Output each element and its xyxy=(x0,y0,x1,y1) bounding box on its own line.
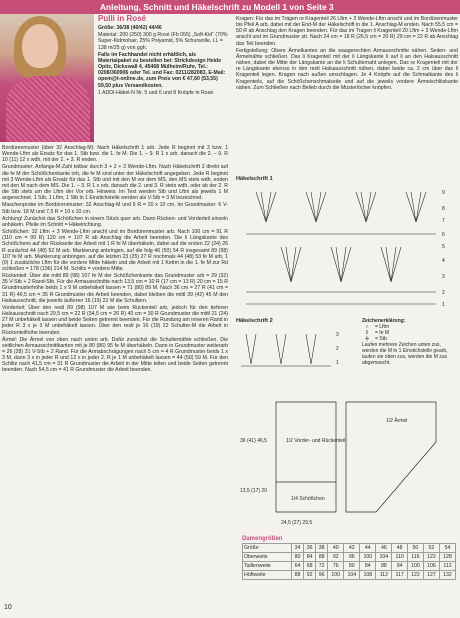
size-cell: 110 xyxy=(392,553,408,562)
size-cell: 127 xyxy=(423,571,439,580)
size-cell: 54 xyxy=(439,544,455,553)
chart-1-drawing xyxy=(236,182,458,310)
legend-item-single: I = fe M xyxy=(362,330,456,336)
size-cell: 104 xyxy=(344,571,360,580)
size-cell: 106 xyxy=(423,562,439,571)
size-cell: 50 xyxy=(407,544,423,553)
gauge-text: Maschenprobe im Bordürenmuster: 32 Anschlag-M und 9 R = 20 x 10 cm. Im Grundmuster: 6 V-Stb bzw. 18 M und 7,5 R = 10 x 10 cm. xyxy=(2,202,228,215)
size-cell: 36 xyxy=(304,544,316,553)
size-cell: 100 xyxy=(328,571,344,580)
schematic-drawing xyxy=(236,382,458,532)
header-title: Anleitung, Schnitt und Häkelschrift zu Modell 1 von Seite 3 xyxy=(94,0,460,14)
chart-2-label: Häkelschrift 2 xyxy=(236,318,273,324)
border-pattern-text: Bordürenmuster (über 32 Anschlag-M): Nach Häkelschrift 1 arb. Jede R beginnt mit 3 bzw. 1 Wende-Lftm als Ersatz für das 1. Stb bzw. die 1. fe M. Die 1. – 9. R 1 x arb, danach die 2. – 9. R 10 (11) 12 x wdh, mit der 2. + 3. R enden. xyxy=(2,145,228,164)
size-cell: 72 xyxy=(316,562,328,571)
chart-1-row-2: 2 xyxy=(442,290,445,296)
legend-item-chain: ○ = Lftm xyxy=(362,324,456,330)
size-cell: 94 xyxy=(392,562,408,571)
chart-2-row-1: 1 xyxy=(336,360,339,366)
chart-2-row-2: 2 xyxy=(336,346,339,352)
size-cell: 80 xyxy=(292,553,304,562)
size-table-row xyxy=(243,553,456,562)
intro-block xyxy=(98,16,228,97)
back-label: 1/2 Vorder- und Rückenteil xyxy=(286,438,346,444)
single-crochet-icon: I xyxy=(366,330,368,336)
size-cell: 92 xyxy=(328,553,344,562)
header-color-strip xyxy=(0,0,94,14)
collar-text: Kragen: Für das im Trägen re Kragenteil 26 Lftm + 3 Wende-Lftm anschl und im Bordürenmuster bis Pfeil A arb, dabei mit der End-M der Häkelschrift in die 1. Anschlag-M enden. Nach 55,5 cm = 50 R ab Anschlag den Kragen beenden. Für das im Tragen li Kragenteil 20 Lftm + 3 Wende-Lftm anschl und im Grundmuster str. Nach 24 cm = 18 R (26,5 cm = 20 R) 29 cm = 22 R ab Anschlag das Teil beenden. xyxy=(236,16,458,47)
height-dimensions: 36 (41) 46,5 xyxy=(240,438,267,444)
photo-face xyxy=(22,24,58,68)
size-cell: 46 xyxy=(376,544,392,553)
size-table-row xyxy=(243,562,456,571)
photo-sweater xyxy=(6,76,90,142)
size-table xyxy=(242,536,456,580)
double-crochet-icon: ╪ xyxy=(365,336,369,342)
size-table-row xyxy=(243,571,456,580)
chart-1-fan-row-bottom xyxy=(281,247,401,282)
crochet-chart-2 xyxy=(236,318,356,378)
size-cell: 92 xyxy=(304,571,316,580)
garment-schematic xyxy=(236,382,458,532)
size-cell: 104 xyxy=(376,553,392,562)
order-text: Falls im Fachhandel nicht erhältlich, als Materialpaket zu bestellen bei: Strickdesign Heide Opitz, Dickswall 4, 45468 Mülheim/Ruhr, Tel.: 0208/360906 oder Tel. und Fax: 0211/282083, E-Mail: opem@t-online.de, zum Preis von € 47,60 (53,55) 59,50 plus Versandkosten. xyxy=(98,51,226,89)
material-text: Material: 200 (250) 300 g Rosé (Fb 055) „Soft-Kid“ (70% Super-Kidmohair, 25% Polyamid, 5% Schurwolle, LL = 138 m/25 g) von ggh. xyxy=(98,32,228,51)
size-cell: 44 xyxy=(360,544,376,553)
size-cell: 38 xyxy=(316,544,328,553)
size-cell: 122 xyxy=(423,553,439,562)
sleeve-label: 1/2 Ärmel xyxy=(386,418,408,424)
tools-text: 1 ADDI-Häkel-N Nr. 5 und 6 und 8 Knöpfe in Rosé. xyxy=(98,89,215,96)
size-cell: 88 xyxy=(376,562,392,571)
size-cell: 40 xyxy=(328,544,344,553)
chart-1-row-3: 3 xyxy=(442,274,445,280)
size-cell: 88 xyxy=(292,571,304,580)
size-table-row xyxy=(243,544,456,553)
chart-1-row-7: 7 xyxy=(442,218,445,224)
chart-2-row-3: 3 xyxy=(336,332,339,338)
size-row-label: Hüftweite xyxy=(243,571,292,580)
size-cell: 122 xyxy=(407,571,423,580)
bottom-dimensions: 24,5 (27) 29,5 xyxy=(281,520,313,526)
size-cell: 100 xyxy=(407,562,423,571)
size-cell: 76 xyxy=(328,562,344,571)
pattern-title: Pulli in Rosé xyxy=(98,14,147,23)
front-text: Vorderteil: Über den restl 89 (98) 107 M wie beim Rückenteil arb, jedoch für den tieferen Halsausschnitt nach 29,5 cm = 22 R (34,5 cm = 26 R) 40 cm = 30 R Grundmuster die mittl 21 (24) 27 M unbehäkelt lassen und beide Seiten getrennt beenden. Für die Rundung am inneren Rand in jeder R 3 x je 3 M unbehäkelt lassen. Über den restl je 16 (19) 22 Schulter-M die Arbeit in Rückenteilhöhe beenden. xyxy=(2,304,228,336)
instructions-right-column xyxy=(236,16,458,92)
legend-title: Zeichenerklärung: xyxy=(362,318,406,324)
model-photo xyxy=(0,14,94,142)
size-cell: 84 xyxy=(360,562,376,571)
size-cell: 42 xyxy=(344,544,360,553)
chart-1-row-6: 6 xyxy=(442,232,445,238)
base-pattern-text: Grundmuster: Anfangs-M-Zahl teilbar durch 3 + 2 + 3 Wende-Lftm. Nach Häkelschrift 2 direkt auf die fe M der Schößchenkante orb, die fe M sind unter der Häkelschrift angegeben. Jede R beginnt mit 3 Wende-Lftm als Ersatz für das 1. Stb und mit den M vor dem MS, den MS stets wdh, enden mit den M nach dem MS. Die 1. – 3. R 1 x orb, danach die 2. und 3. R stets wdh, oder ab der 2. R die Stb stets um die Lftm der Vor orb. Hinweis: Im Text werden Stb und Lftm als jeweils 1 M angerechnet. 1 Stb, 1 Lftm, 1 Stb in 1 Einstichstelle werden als V-Stb = 3 M bezeichnet. xyxy=(2,164,228,202)
size-cell: 96 xyxy=(316,571,328,580)
note-text: Achtung! Zunächst das Schößchen in einem Stück quer arb. Dann Rücken- und Vorderteil einzeln anhäkeln. Pfeile im Schnitt = Häkelrichtung. xyxy=(2,215,228,228)
legend-item-double: ╪ = Stb xyxy=(362,336,456,342)
size-cell: 48 xyxy=(392,544,408,553)
size-cell: 132 xyxy=(439,571,455,580)
crochet-chart-1 xyxy=(236,176,458,314)
size-row-label: Taillenweite xyxy=(243,562,292,571)
page-header xyxy=(0,0,460,14)
side-dimensions: 13,5 (17) 20 xyxy=(240,488,267,494)
size-cell: 128 xyxy=(439,553,455,562)
size-row-label: Größe xyxy=(243,544,292,553)
peplum-text: Schößchen: 32 Lftm + 3 Wende-Lftm anschl und im Bordürenmuster arb. Nach 100 cm = 91 R (110 cm = 99 R) 120 cm = 107 R ab Anschlag die Arbeit beenden. Die li Längskante des Schößchens auf der Rückseite der Arbeit mit 1 R fe M überhäkeln, dabei auf die ersten 22 (24) 26 R zunächst 44 (48) 52 M arb. Markierung anbringen, auf die folg 46 (50) 54 R insgesamt 89 (98) 107 fe M arb. Markierung anbringen, auf die letzten 23 (25) 27 R nochmals 44 (48) 53 fe M arb, 1 (0) 1 zusätzliche Lftm für die vordere Mitte häkeln und die Arbeit mit 1 Kettm in die 1. fe M zur Rd schließen = 178 (196) 214 M. Schlitz = vordere Mitte. xyxy=(2,229,228,272)
size-cell: 116 xyxy=(407,553,423,562)
chart-1-row-4: 4 xyxy=(442,258,445,264)
chart-1-row-5: 5 xyxy=(442,244,445,250)
chart-1-row-9: 9 xyxy=(442,190,445,196)
size-cell: 112 xyxy=(439,562,455,571)
size-table-caption: Damengrößen xyxy=(242,536,283,542)
size-cell: 88 xyxy=(316,553,328,562)
chart-1-fan-row-top xyxy=(256,192,426,222)
size-cell: 112 xyxy=(376,571,392,580)
size-cell: 100 xyxy=(360,553,376,562)
chart-2-drawing xyxy=(236,324,356,374)
size-row-label: Oberweite xyxy=(243,553,292,562)
size-cell: 84 xyxy=(304,553,316,562)
size-cell: 64 xyxy=(292,562,304,571)
size-cell: 34 xyxy=(292,544,304,553)
size-cell: 96 xyxy=(344,553,360,562)
chart-1-label: Häkelschrift 1 xyxy=(236,176,273,182)
size-cell: 117 xyxy=(392,571,408,580)
size-cell: 80 xyxy=(344,562,360,571)
finishing-text: Fertigstellung: Obere Ärmelkanten an die waagerechten Armausschnitte nähen. Seiten- und Ärmelnähte schließen. Das li Kragenteil mit der li Längskante li auf li an den Halsausschnitt nähen, dabei die Mitte der Längskante an die li Schulternaht anlegen. Das re Kragenteil mit der re Längskante ebenso in den restl Halsausschnitt nähen, dabei beide ca. 2 cm über das li Kragenteil legen. Kragen nach außen umschlagen. Je 4 Knöpfe auf die Schmalkante des li Kragenteils, auf die Schößchenschmalseite und auf die jeweils vordere Ärmelschlitzkante nähen. Zum Schließen nach Belieb durch die Musterlöcher knöpfen. xyxy=(236,47,458,91)
instructions-left-column xyxy=(2,145,228,375)
sleeve-text: Ärmel: Die Ärmel von oben nach unten arb. Dafür zunächst die Schulternähte schließen. Die seitlichen Armausschnittkanten mit je 80 (86) 95 fe M überhäkeln. Dann in Grundmuster weiterarb = 26 (28) 31 V-Stb + 2 Rand. Für die Armabschrägungen nach 5 cm = 4 R Grundmuster beids 1 x 3 M, dann 3 x in jeder R und 12 x in jeder 2. R je 1 M unbehäkelt lassen = 44 (50) 59 M. Für den Schlitz nach 41,5 cm = 31 R Grundmuster die Arbeit in der Mitte teilen und beide Seiten getrennt beenden. Nach 54,5 cm = 41 R Grundmuster die Arbeit beenden. xyxy=(2,336,228,374)
back-text: Rückenteil: Über die mittl 89 (98) 107 fe M der Schößchenkante das Grundmuster arb = 29 (32) 35 V-Stb + 2 Rand-Stb. Für die Armausschnitte nach 13,5 cm = 10 R (17 cm = 13 R) 20 cm = 15 R Grundmusterhöhe beids 1 x 9 M unbehäkelt lassen = 71 (80) 89 M. Nach 36 cm = 27 R (41 cm = 31 R) 46,5 cm = 35 R Grundmuster die Arbeit beenden, dabei bleiben die mittl 39 (42) 45 M den Halsausschnitt, die jeweils äußeren 16 (19) 22 M die Schultern. xyxy=(2,273,228,304)
size-cell: 68 xyxy=(304,562,316,571)
chain-stitch-icon: ○ xyxy=(365,324,369,330)
chart-1-row-8: 8 xyxy=(442,206,445,212)
legend-note: Laufen mehrere Zeichen unten zus, werden die M in 1 Einstichstelle gearb, laufen sie oben zus, werden die M zus abgemascht. xyxy=(362,342,448,366)
sizes-text: Größe: 36/38 (40/42) 44/46 xyxy=(98,25,162,32)
peplum-label: 1/4 Schößchen xyxy=(291,496,325,502)
size-cell: 108 xyxy=(360,571,376,580)
size-cell: 52 xyxy=(423,544,439,553)
symbol-legend xyxy=(362,318,456,366)
chart-1-row-1: 1 xyxy=(442,302,445,308)
page-number: 10 xyxy=(4,604,12,611)
